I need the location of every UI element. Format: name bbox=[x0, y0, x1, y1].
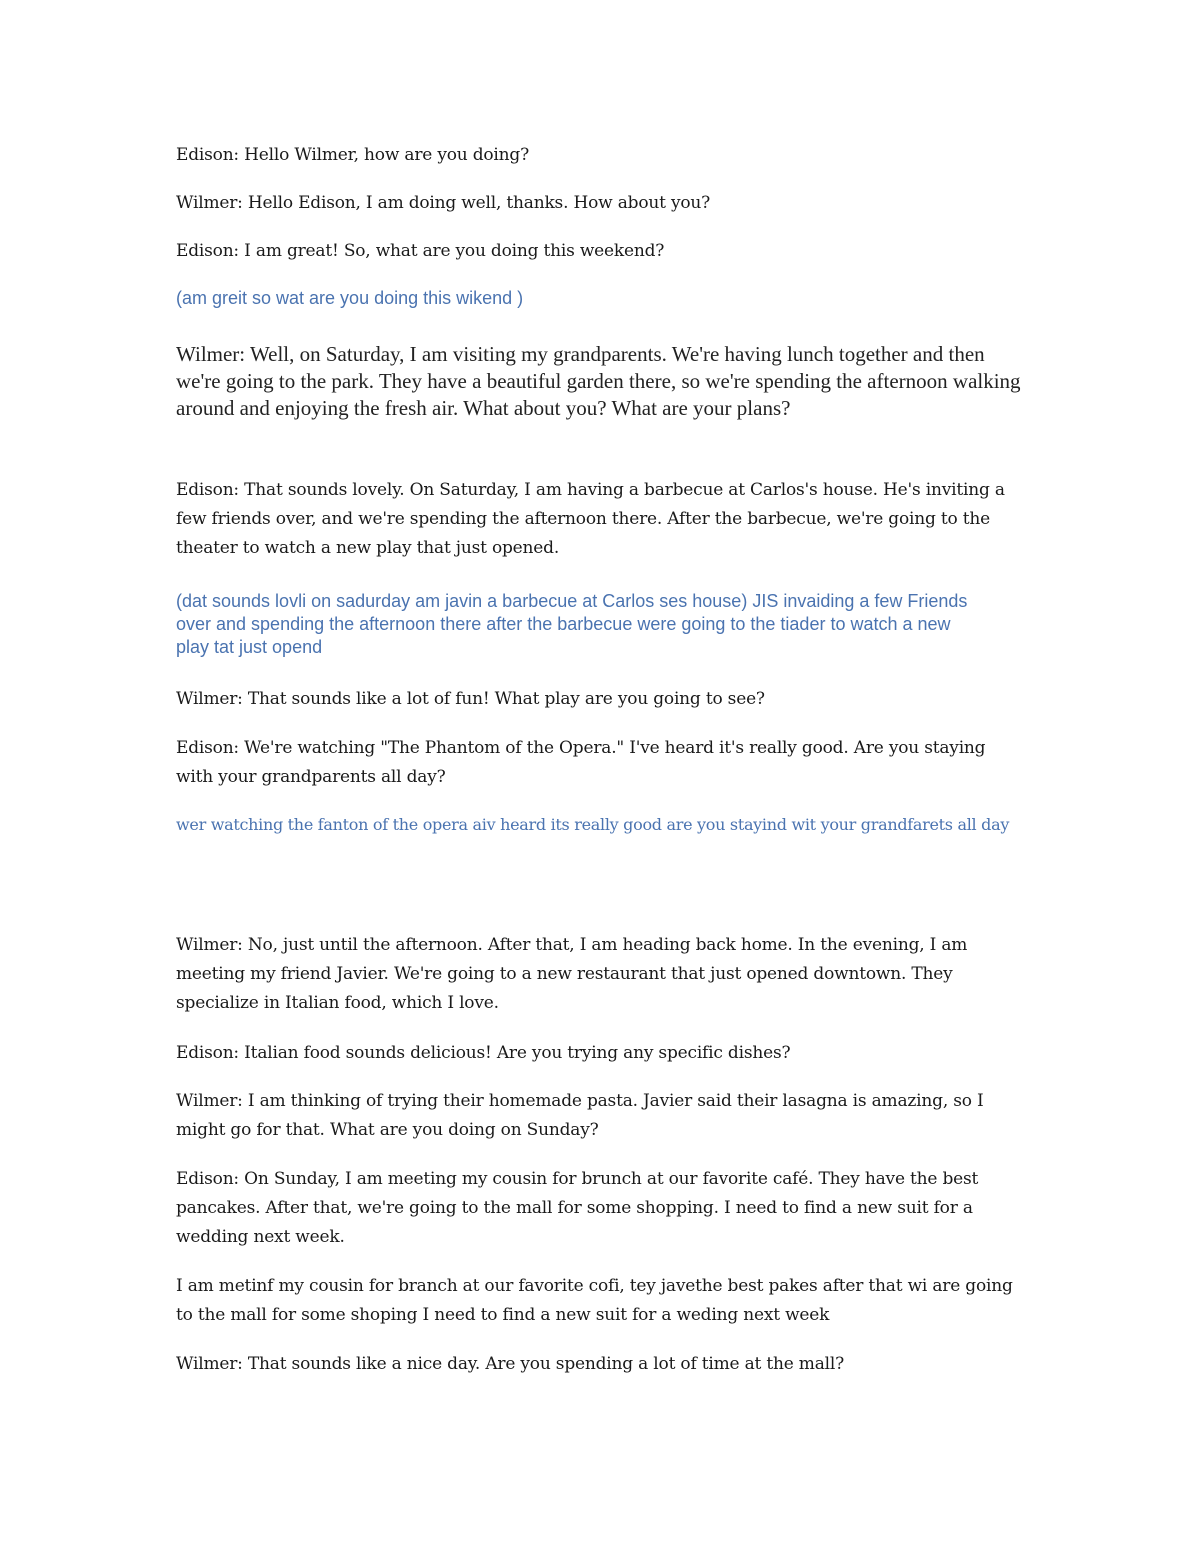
dialogue-paragraph: Edison: We're watching "The Phantom of the Opera." I've heard it's really good. Are you staying with your grandparents all day? bbox=[176, 738, 986, 787]
dialogue-paragraph: Wilmer: Well, on Saturday, I am visiting my grandparents. We're having lunch together and then we're going to the park. They have a beautiful garden there, so we're spending the afternoon walking around and enjoying the fresh air. What about you? What are your plans? bbox=[176, 342, 1021, 420]
dialogue-paragraph: Edison: On Sunday, I am meeting my cousin for brunch at our favorite café. They have the best pancakes. After that, we're going to the mall for some shopping. I need to find a new suit for a wedding next week. bbox=[176, 1169, 979, 1247]
dialogue-paragraph: Edison: That sounds lovely. On Saturday, I am having a barbecue at Carlos's house. He's inviting a few friends over, and we're spending the afternoon there. After the barbecue, we're going to the theater to watch a new play that just opened. bbox=[176, 480, 1005, 558]
dialogue-line: Wilmer: That sounds like a lot of fun! What play are you going to see? bbox=[176, 689, 765, 709]
dialogue-paragraph: Wilmer: I am thinking of trying their homemade pasta. Javier said their lasagna is amazing, so I might go for that. What are you doing on Sunday? bbox=[176, 1091, 984, 1140]
dialogue-line: Edison: Italian food sounds delicious! Are you trying any specific dishes? bbox=[176, 1043, 791, 1063]
dialogue-line: Edison: I am great! So, what are you doing this weekend? bbox=[176, 241, 665, 261]
dialogue-paragraph: Wilmer: No, just until the afternoon. After that, I am heading back home. In the evening, I am meeting my friend Javier. We're going to a new restaurant that just opened downtown. They specialize in Italian food, which I love. bbox=[176, 935, 968, 1013]
phonetic-transcription: (dat sounds lovli on sadurday am javin a barbecue at Carlos ses house) JIS invaiding a few Friends over and spending the afternoon there after the barbecue were going to the tiader to watch a new play tat just opend bbox=[176, 591, 968, 657]
dialogue-line: Edison: Hello Wilmer, how are you doing? bbox=[176, 145, 530, 165]
phonetic-transcription: wer watching the fanton of the opera aiv heard its really good are you stayind wit your grandfarets all day bbox=[176, 815, 1010, 834]
phonetic-transcription: I am metinf my cousin for branch at our favorite cofi, tey javethe best pakes after that wi are going to the mall for some shoping I need to find a new suit for a weding next week bbox=[176, 1276, 1013, 1325]
dialogue-line: Wilmer: Hello Edison, I am doing well, thanks. How about you? bbox=[176, 193, 711, 213]
dialogue-line: Wilmer: That sounds like a nice day. Are you spending a lot of time at the mall? bbox=[176, 1354, 845, 1374]
phonetic-transcription: (am greit so wat are you doing this wikend ) bbox=[176, 288, 524, 308]
